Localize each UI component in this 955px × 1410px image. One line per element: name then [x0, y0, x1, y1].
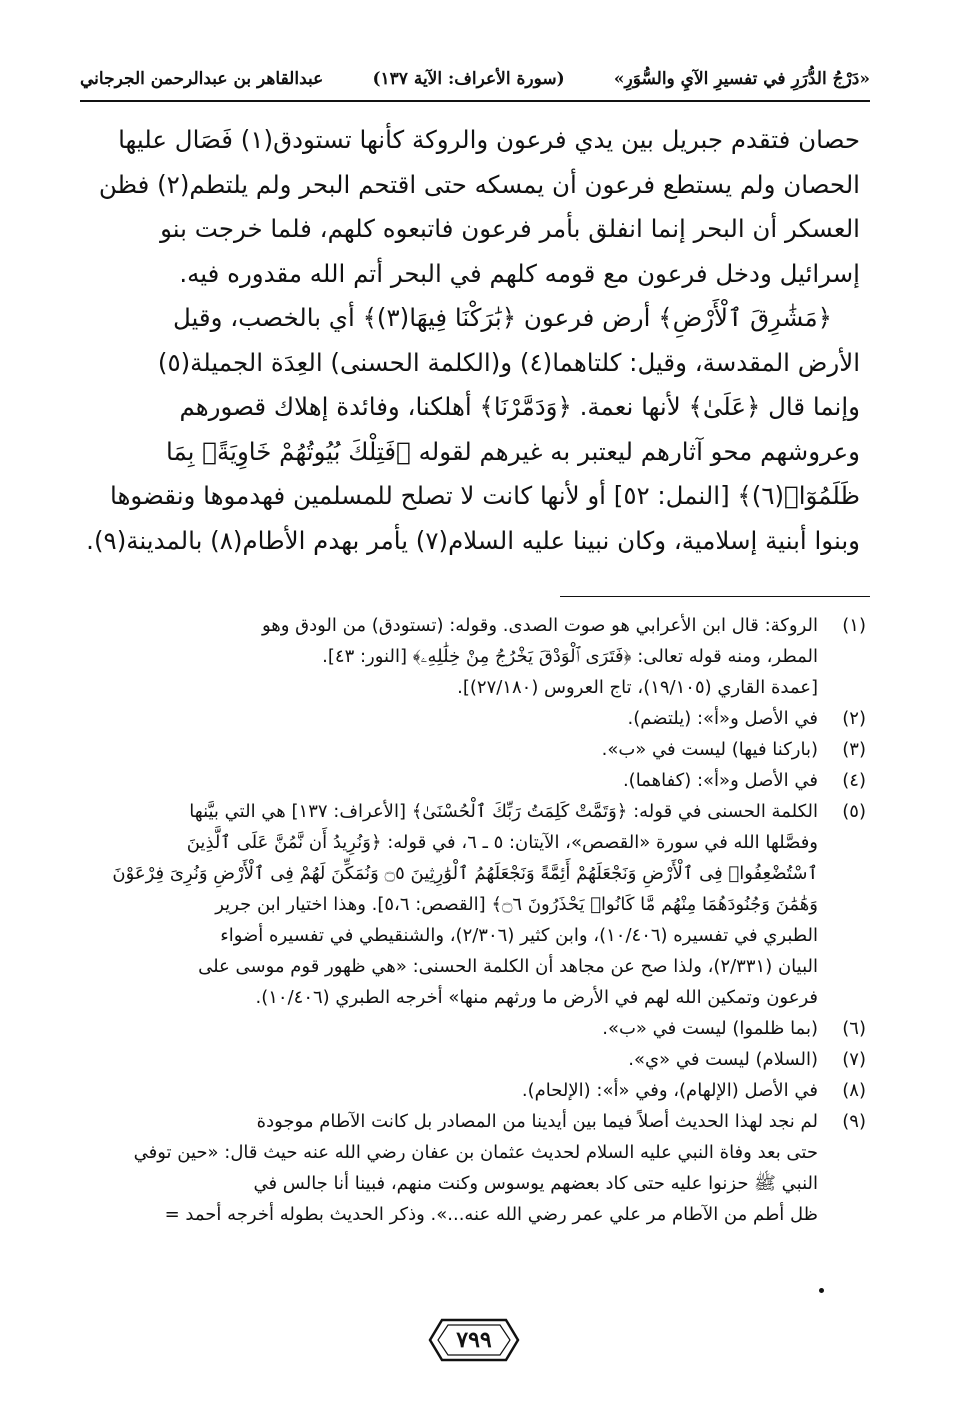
body-line: وعروشهم محو آثارهم ليعتبر به غيرهم لقوله ﴿فَتِلْكَ بُيُوتُهُمْ خَاوِيَةًۢ بِمَا — [166, 436, 860, 466]
body-line: العسكر أن البحر إنما انفلق بأمر فرعون فاتبعوه كلهم، فلما خرجت بنو — [160, 214, 860, 243]
body-line: وإنما قال ﴿عَلَىٰ﴾ لأنها نعمة. ﴿وَدَمَّرْنَا﴾ أهلكنا، وفائدة إهلاك قصورهم — [179, 392, 860, 421]
header-rule — [80, 100, 870, 102]
surah-reference: (سورة الأعراف: الآية ١٣٧) — [372, 69, 565, 89]
body-line: الأرض المقدسة، وقيل: كلتاهما(٤) و(الكلمة الحسنى) العِدَة الجميلة(٥) — [157, 347, 860, 377]
body-line: إسرائيل ودخل فرعون مع قومه كلهم في البحر أتم الله مقدوره فيه. — [179, 258, 860, 288]
footnote-number: (٤) — [842, 770, 866, 791]
footnote — [78, 610, 866, 703]
footnote — [78, 703, 866, 734]
running-header — [80, 62, 870, 96]
footnote — [78, 1106, 866, 1230]
footnote-line: الروكة: قال ابن الأعرابي هو صوت الصدى. وقوله: (تستودق) من الودق وهو — [261, 615, 818, 636]
footnote-line: الطبري في تفسيره (١٠/٤٠٦)، وابن كثير (٢/٣٠٦)، والشنقيطي في تفسيره أضواء — [220, 925, 818, 946]
footnote-line: في الأصل و«أ»: (كفاهما). — [622, 770, 818, 791]
main-text — [70, 118, 860, 563]
author-name: عبدالقاهر بن عبدالرحمن الجرجاني — [80, 69, 324, 89]
footnote-line: ظل أطم من الآطام مر علي عمر رضي الله عنه...». وذكر الحديث بطوله أخرجه أحمد = — [164, 1204, 818, 1225]
footnote-line: لم نجد لهذا الحديث أصلاً فيما بين أيدينا من المصادر بل كانت الآطام موجودة — [256, 1111, 818, 1132]
footnote-line: وَهَٰمَٰنَ وَجُنُودَهُمَا مِنْهُم مَّا كَانُوا۟ يَحْذَرُونَ ۝٦﴾ [القصص: ٥،٦]. وهذا اختيار ابن جرير — [215, 894, 818, 915]
footnote-line: (باركنا فيها) ليست في «ب». — [601, 739, 818, 760]
body-line: ﴿مَشَٰرِقَ ٱلْأَرْضِ﴾ أرض فرعون ﴿بَٰرَكْنَا فِيهَا(٣)﴾ أي بالخصب، وقيل — [172, 303, 832, 332]
footnote-line: البيان (٢/٣٣١)، ولذا صح عن مجاهد أن الكلمة الحسنى: «هي ظهور قوم موسى على — [198, 956, 818, 977]
footnote-number: (٥) — [842, 801, 866, 822]
footnote-number: (٣) — [842, 739, 866, 760]
footnote-number: (٨) — [842, 1080, 866, 1101]
body-line: وبنوا أبنية إسلامية، وكان نبينا عليه السلام(٧) يأمر بهدم الأطام(٨) بالمدينة(٩). — [86, 525, 860, 555]
footnote-line: في الأصل و«أ»: (يلتضم). — [627, 708, 818, 729]
bullet-mark — [819, 1288, 824, 1293]
footnote — [78, 1013, 866, 1044]
footnote-number: (٧) — [842, 1049, 866, 1070]
footnotes — [78, 610, 866, 1230]
body-line: ظَلَمُوٓا۟(٦)﴾ [النمل: ٥٢] أو لأنها كانت لا تصلح للمسلمين فهدموها ونقضوها — [110, 481, 860, 510]
footnote-line: ٱسْتُضْعِفُوا۟ فِى ٱلْأَرْضِ وَنَجْعَلَهُمْ أَئِمَّةً وَنَجْعَلَهُمُ ٱلْوَٰرِثِينَ ۝٥ وَنُمَكِّنَ لَهُمْ فِى ٱلْأَرْضِ وَنُرِىَ فِرْعَوْنَ — [112, 863, 818, 884]
footnote — [78, 1044, 866, 1075]
footnote — [78, 734, 866, 765]
footnote — [78, 796, 866, 1013]
footnote-line: (السلام) ليست في «ي». — [628, 1049, 818, 1070]
body-line: الحصان ولم يستطع فرعون أن يمسكه حتى اقتحم البحر ولم يلتطم(٢) فظن — [98, 169, 860, 199]
footnote-line: وفصَّلها الله في سورة «القصص»، الآيتان: ٥ ـ ٦، في قوله: ﴿وَنُرِيدُ أَن نَّمُنَّ عَلَى ٱلَّذِينَ — [186, 832, 818, 853]
footnote-line: (بما ظلموا) ليست في «ب». — [602, 1018, 818, 1039]
footnote-line: فرعون وتمكين الله لهم في الأرض ما ورثهم منها» أخرجه الطبري (١٠/٤٠٦). — [255, 987, 818, 1008]
footnote-separator — [560, 596, 870, 597]
footnote-number: (١) — [842, 615, 866, 636]
page-number: ٧٩٩ — [456, 1327, 492, 1353]
footnote-number: (٦) — [842, 1018, 866, 1039]
body-line: حصان فتقدم جبريل بين يدي فرعون والروكة كأنها تستودق(١) فَصَال عليها — [118, 125, 860, 154]
footnote-number: (٢) — [842, 708, 866, 729]
footnote-line: [عمدة القاري (١٩/١٠٥)، تاج العروس (٢٧/١٨٠)]. — [457, 677, 818, 698]
footnote-line: حتى بعد وفاة النبي عليه السلام لحديث عثمان بن عفان رضي الله عنه حيث قال: «حين توفي — [133, 1142, 818, 1163]
footnote-line: في الأصل (الإلهام)، وفي «أ»: (الإلحام). — [521, 1080, 818, 1101]
footnote-line: النبي ﷺ حزنوا عليه حتى كاد بعضهم يوسوس وكنت منهم، فبينا أنا جالس في — [253, 1173, 818, 1194]
footnote-number: (٩) — [842, 1111, 866, 1132]
footnote — [78, 1075, 866, 1106]
footnote-line: الكلمة الحسنى في قوله: ﴿وَتَمَّتْ كَلِمَتُ رَبِّكَ ٱلْحُسْنَىٰ﴾ [الأعراف: ١٣٧] هي التي بيَّنها — [189, 801, 818, 822]
book-title: «دَرْجُ الدُّرَرِ في تفسيرِ الآيِ والسُّوَرِ» — [613, 69, 870, 89]
footnote — [78, 765, 866, 796]
page-number-ornament — [428, 1318, 520, 1362]
footnote-line: المطر، ومنه قوله تعالى: ﴿فَتَرَى ٱلْوَدْقَ يَخْرُجُ مِنْ خِلَٰلِهِۦ﴾ [النور: ٤٣]. — [322, 646, 818, 667]
